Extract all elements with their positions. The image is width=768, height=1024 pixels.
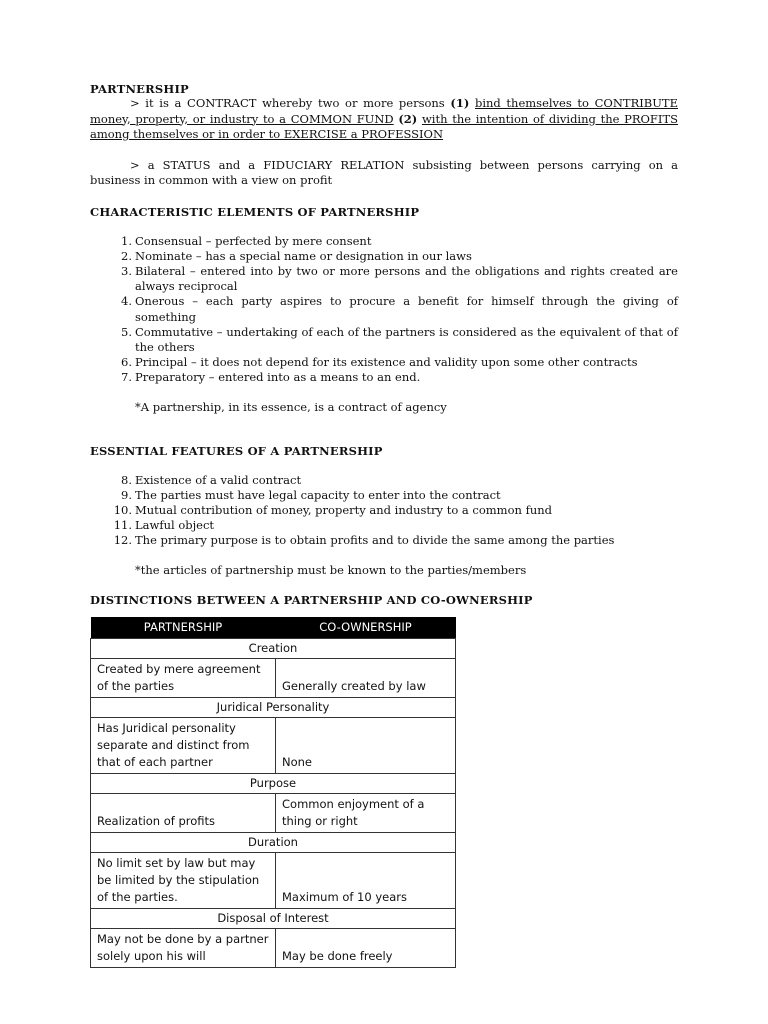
list-item: 7. Preparatory – entered into as a means to an end.: [121, 370, 421, 385]
column-header-partnership: PARTNERSHIP: [91, 617, 276, 639]
articles-note: *the articles of partnership must be known to the parties/members: [135, 562, 527, 577]
essential-list: [90, 473, 678, 549]
table-row: Has Juridical personality separate and distinct from that of each partner None: [91, 717, 456, 773]
characteristic-heading: CHARACTERISTIC ELEMENTS OF PARTNERSHIP: [90, 204, 420, 219]
distinctions-table: [90, 617, 456, 968]
list-item: 4. Onerous – each party aspires to procure a benefit for himself through the giving of something: [121, 294, 678, 324]
table-row: No limit set by law but may be limited by the stipulation of the parties. Maximum of 10 years: [91, 852, 456, 908]
document-page: [90, 82, 678, 968]
document-title: PARTNERSHIP: [90, 82, 189, 96]
list-item: 3. Bilateral – entered into by two or more persons and the obligations and rights created are always reciprocal: [121, 263, 678, 294]
table-row: Realization of profits Common enjoyment of a thing or right: [91, 793, 456, 832]
agency-note: *A partnership, in its essence, is a contract of agency: [135, 399, 447, 414]
definition-underline-2: with the intention of dividing the PROFITS among themselves or in order to EXERCISE a PROFESSION: [90, 111, 678, 141]
list-item: 2. Nominate – has a special name or designation in our laws: [121, 248, 472, 263]
table-row: Created by mere agreement of the parties Generally created by law: [91, 658, 456, 697]
column-header-co-ownership: CO-OWNERSHIP: [276, 617, 456, 639]
list-item: 9. The parties must have legal capacity to enter into the contract: [121, 487, 501, 502]
table-section-row: Creation: [91, 638, 456, 658]
characteristic-list: [90, 234, 678, 386]
table-section-row: Duration: [91, 832, 456, 852]
definition-underline-1: bind themselves to CONTRIBUTE money, property, or industry to a COMMON FUND: [90, 96, 678, 126]
list-item: 5. Commutative – undertaking of each of the partners is considered as the equivalent of that of the others: [121, 324, 678, 354]
table-header-row: [91, 617, 456, 639]
list-item: 6. Principal – it does not depend for its existence and validity upon some other contracts: [121, 355, 638, 370]
table-row: May not be done by a partner solely upon his will May be done freely: [91, 928, 456, 967]
list-item: 1. Consensual – perfected by mere consent: [121, 233, 372, 248]
definition-contract: > it is a CONTRACT whereby two or more persons (1) bind themselves to CONTRIBUTE money, property, or industry to a COMMON FUND (2) with the intention of dividing the PROFITS among themselves or in order to EXERCISE a PROFESSION: [90, 96, 678, 141]
table-section-row: Juridical Personality: [91, 697, 456, 717]
distinctions-heading: DISTINCTIONS BETWEEN A PARTNERSHIP AND CO-OWNERSHIP: [90, 592, 533, 607]
list-item: 11. Lawful object: [113, 518, 215, 533]
definition-status: > a STATUS and a FIDUCIARY RELATION subsisting between persons carrying on a business in common with a view on profit: [90, 157, 678, 187]
list-item: 10. Mutual contribution of money, property and industry to a common fund: [113, 502, 553, 517]
essential-heading: ESSENTIAL FEATURES OF A PARTNERSHIP: [90, 443, 383, 458]
list-item: 12. The primary purpose is to obtain profits and to divide the same among the parties: [113, 533, 615, 548]
list-item: 8. Existence of a valid contract: [121, 472, 302, 487]
table-section-row: Disposal of Interest: [91, 908, 456, 928]
table-section-row: Purpose: [91, 773, 456, 793]
